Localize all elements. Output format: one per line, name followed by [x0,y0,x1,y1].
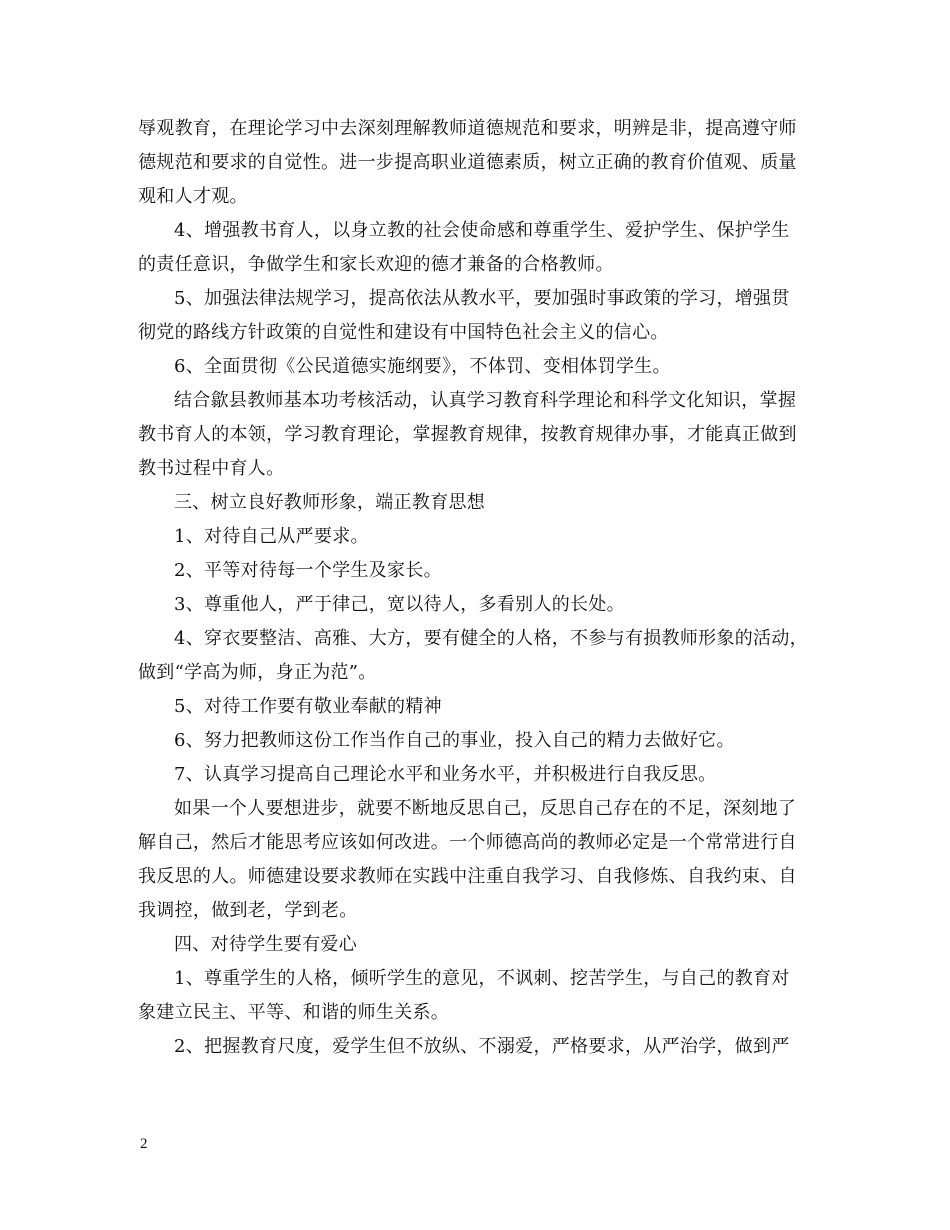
text-line: 结合歙县教师基本功考核活动，认真学习教育科学理论和科学文化知识，掌握 [174,390,797,411]
text-line: 彻党的路线方针政策的自觉性和建设有中国特色社会主义的信心。 [138,322,669,343]
text-line: 1、尊重学生的人格，倾听学生的意见，不讽刺、挖苦学生，与自己的教育对 [174,968,790,989]
text-line: 6、努力把教师这份工作当作自己的事业，投入自己的精力去做好它。 [174,730,735,751]
text-line: 三、树立良好教师形象，端正教育思想 [174,492,486,513]
text-line: 1、对待自己从严要求。 [174,526,369,547]
text-line: 观和人才观。 [138,186,248,207]
text-line: 教书育人的本领，学习教育理论，掌握教育规律，按教育规律办事，才能真正做到 [138,424,797,445]
text-line: 象建立民主、平等、和谐的师生关系。 [138,1002,450,1023]
text-line: 的责任意识，争做学生和家长欢迎的德才兼备的合格教师。 [138,254,614,275]
text-line: 教书过程中育人。 [138,458,285,479]
text-line: 3、尊重他人，严于律己，宽以待人，多看别人的长处。 [174,594,625,615]
text-line: 辱观教育，在理论学习中去深刻理解教师道德规范和要求，明辨是非，提高遵守师 [138,118,797,139]
document-body [138,112,818,1064]
text-line: 解自己，然后才能思考应该如何改进。一个师德高尚的教师必定是一个常常进行自 [138,832,797,853]
text-line: 我反思的人。师德建设要求教师在实践中注重自我学习、自我修炼、自我约束、自 [138,866,797,887]
text-line: 我调控，做到老，学到老。 [138,900,358,921]
text-line: 5、加强法律法规学习，提高依法从教水平，要加强时事政策的学习，增强贯 [174,288,790,309]
text-line: 4、穿衣要整洁、高雅、大方，要有健全的人格，不参与有损教师形象的活动， [174,628,808,649]
text-line: 5、对待工作要有敬业奉献的精神 [174,696,442,717]
page-number: 2 [140,1136,148,1152]
text-line: 2、平等对待每一个学生及家长。 [174,560,442,581]
text-line: 6、全面贯彻《公民道德实施纲要》，不体罚、变相体罚学生。 [174,356,671,377]
text-line: 如果一个人要想进步，就要不断地反思自己，反思自己存在的不足，深刻地了 [174,798,797,819]
text-line: 德规范和要求的自觉性。进一步提高职业道德素质，树立正确的教育价值观、质量 [138,152,797,173]
text-line: 2、把握教育尺度，爱学生但不放纵、不溺爱，严格要求，从严治学，做到严 [174,1036,790,1057]
text-line: 做到“学高为师，身正为范”。 [138,662,377,683]
text-line: 4、增强教书育人，以身立教的社会使命感和尊重学生、爱护学生、保护学生 [174,220,790,241]
text-line: 四、对待学生要有爱心 [174,934,357,955]
text-line: 7、认真学习提高自己理论水平和业务水平，并积极进行自我反思。 [174,764,717,785]
